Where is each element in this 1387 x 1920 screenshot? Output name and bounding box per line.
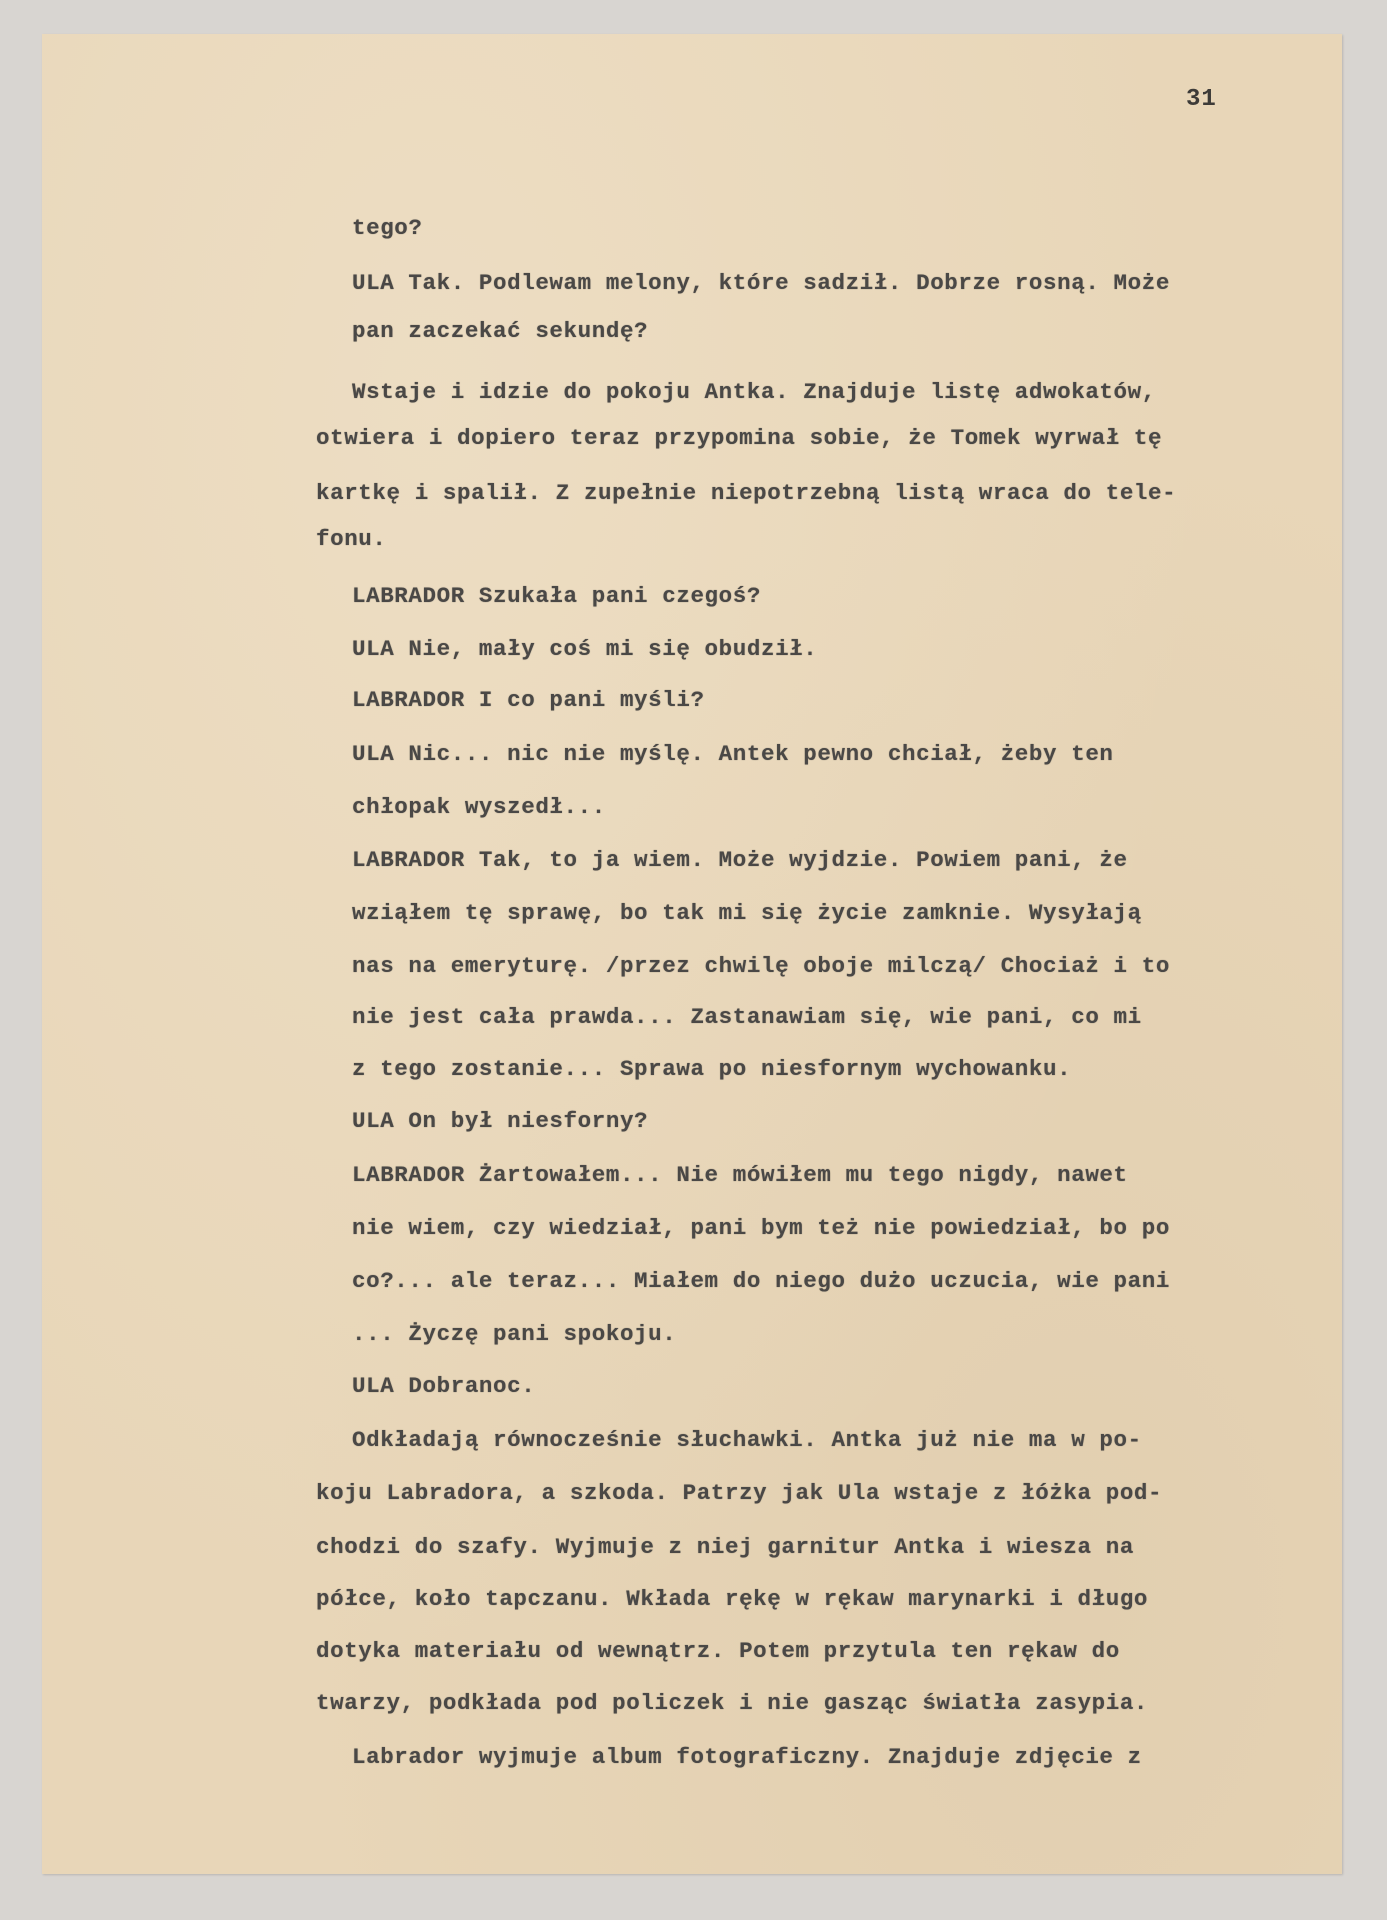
text-line: ULA Dobranoc. (352, 1373, 536, 1399)
text-line: ULA Nic... nic nie myślę. Antek pewno chciał, żeby ten (352, 741, 1114, 767)
text-line: chłopak wyszedł... (352, 794, 606, 820)
text-line: Labrador wyjmuje album fotograficzny. Znajduje zdjęcie z (352, 1744, 1142, 1770)
text-line: otwiera i dopiero teraz przypomina sobie, że Tomek wyrwał tę (316, 425, 1163, 451)
text-line: twarzy, podkłada pod policzek i nie gasząc światła zasypia. (316, 1690, 1149, 1716)
text-line: LABRADOR Szukała pani czegoś? (352, 583, 761, 609)
text-line: wziąłem tę sprawę, bo tak mi się życie zamknie. Wysyłają (352, 900, 1142, 926)
text-line: kartkę i spalił. Z zupełnie niepotrzebną listą wraca do tele- (316, 480, 1177, 506)
text-line: półce, koło tapczanu. Wkłada rękę w rękaw marynarki i długo (316, 1586, 1149, 1612)
text-line: z tego zostanie... Sprawa po niesfornym wychowanku. (352, 1056, 1072, 1082)
text-line: ... Życzę pani spokoju. (352, 1321, 677, 1347)
text-line: nas na emeryturę. /przez chwilę oboje milczą/ Chociaż i to (352, 953, 1170, 979)
text-line: LABRADOR Tak, to ja wiem. Może wyjdzie. Powiem pani, że (352, 847, 1128, 873)
text-line: dotyka materiału od wewnątrz. Potem przytula ten rękaw do (316, 1638, 1120, 1664)
text-line: tego? (352, 215, 423, 241)
text-line: LABRADOR I co pani myśli? (352, 687, 705, 713)
text-line: pan zaczekać sekundę? (352, 318, 649, 344)
page-number: 31 (1186, 86, 1217, 113)
text-line: ULA On był niesforny? (352, 1108, 649, 1134)
text-line: Odkładają równocześnie słuchawki. Antka już nie ma w po- (352, 1427, 1142, 1453)
text-line: nie wiem, czy wiedział, pani bym też nie powiedział, bo po (352, 1215, 1170, 1241)
text-line: nie jest cała prawda... Zastanawiam się, wie pani, co mi (352, 1004, 1142, 1030)
text-line: Wstaje i idzie do pokoju Antka. Znajduje listę adwokatów, (352, 379, 1156, 405)
text-line: koju Labradora, a szkoda. Patrzy jak Ula wstaje z łóżka pod- (316, 1480, 1163, 1506)
text-line: chodzi do szafy. Wyjmuje z niej garnitur Antka i wiesza na (316, 1534, 1134, 1560)
text-line: ULA Tak. Podlewam melony, które sadził. Dobrze rosną. Może (352, 270, 1170, 296)
text-line: ULA Nie, mały coś mi się obudził. (352, 636, 818, 662)
text-line: fonu. (316, 526, 387, 552)
text-line: LABRADOR Żartowałem... Nie mówiłem mu tego nigdy, nawet (352, 1162, 1128, 1188)
text-line: co?... ale teraz... Miałem do niego dużo uczucia, wie pani (352, 1268, 1170, 1294)
